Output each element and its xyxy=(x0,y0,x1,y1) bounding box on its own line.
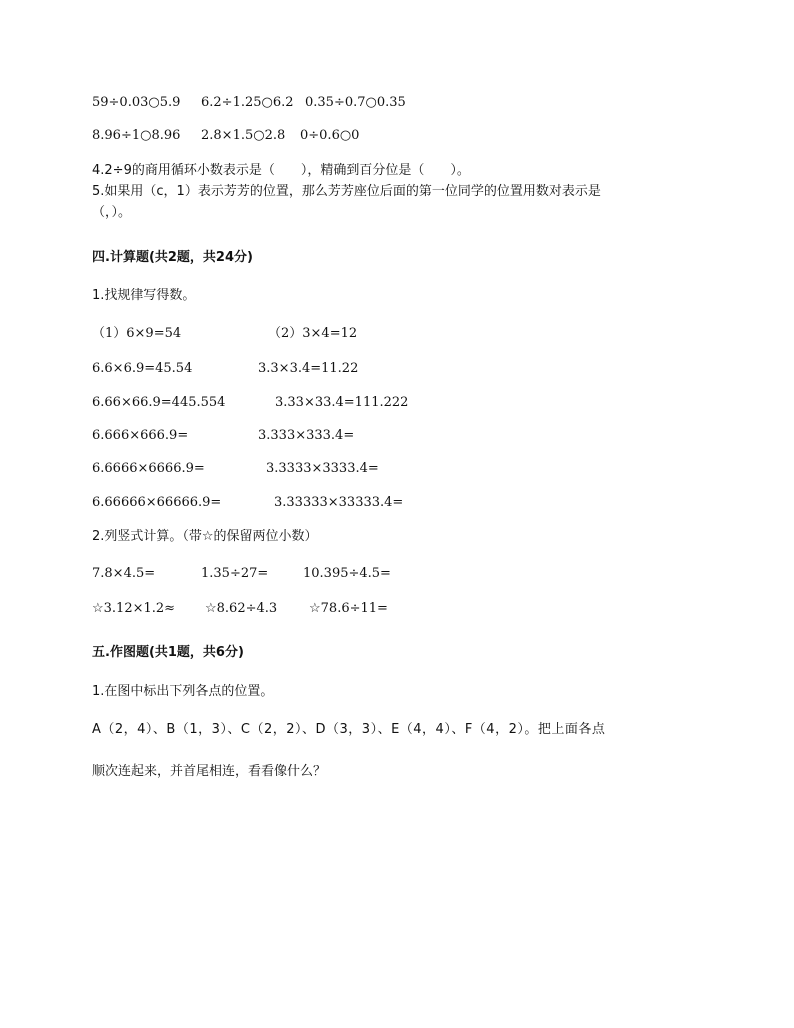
pattern-item: 6.66666×66666.9= xyxy=(92,495,222,510)
section-heading: 五.作图题(共1题，共6分) xyxy=(92,645,244,660)
question-text: A（2，4）、B（1，3）、C（2，2）、D（3，3）、E（4，4）、F（4，2）。把上面各点 xyxy=(92,722,606,737)
compare-item: 6.2÷1.25○6.2 xyxy=(201,95,294,110)
question-title: 1.在图中标出下列各点的位置。 xyxy=(92,684,274,699)
pattern-item: 3.3333×3333.4= xyxy=(266,461,379,476)
calc-item: ☆3.12×1.2≈ xyxy=(92,601,176,616)
compare-item: 8.96÷1○8.96 xyxy=(92,128,181,143)
fill-item: 5.如果用（c，1）表示芳芳的位置，那么芳芳座位后面的第一位同学的位置用数对表示是 xyxy=(92,184,601,199)
pattern-header: （2）3×4=12 xyxy=(268,326,358,341)
pattern-item: 6.66×66.9=445.554 xyxy=(92,395,226,410)
pattern-header: （1）6×9=54 xyxy=(92,326,182,341)
pattern-item: 3.3×3.4=11.22 xyxy=(258,361,359,376)
calc-item: 7.8×4.5= xyxy=(92,566,156,581)
compare-item: 2.8×1.5○2.8 xyxy=(201,128,286,143)
pattern-item: 6.6666×6666.9= xyxy=(92,461,205,476)
question-text: 顺次连起来，并首尾相连，看看像什么？ xyxy=(92,764,327,779)
pattern-item: 3.333×333.4= xyxy=(258,428,355,443)
fill-item: （，）。 xyxy=(92,205,132,220)
question-title: 1.找规律写得数。 xyxy=(92,288,196,303)
calc-item: 1.35÷27= xyxy=(201,566,269,581)
pattern-item: 6.666×666.9= xyxy=(92,428,189,443)
calc-item: 10.395÷4.5= xyxy=(303,566,391,581)
pattern-item: 6.6×6.9=45.54 xyxy=(92,361,193,376)
compare-item: 0.35÷0.7○0.35 xyxy=(305,95,406,110)
question-title: 2.列竖式计算。（带☆的保留两位小数） xyxy=(92,529,318,544)
fill-item: 4.2÷9的商用循环小数表示是（ ），精确到百分位是（ ）。 xyxy=(92,163,470,178)
pattern-item: 3.33×33.4=111.222 xyxy=(275,395,409,410)
calc-item: ☆8.62÷4.3 xyxy=(205,601,278,616)
section-heading: 四.计算题(共2题，共24分) xyxy=(92,250,253,265)
calc-item: ☆78.6÷11= xyxy=(309,601,388,616)
compare-item: 59÷0.03○5.9 xyxy=(92,95,181,110)
compare-item: 0÷0.6○0 xyxy=(300,128,360,143)
pattern-item: 3.33333×33333.4= xyxy=(274,495,404,510)
